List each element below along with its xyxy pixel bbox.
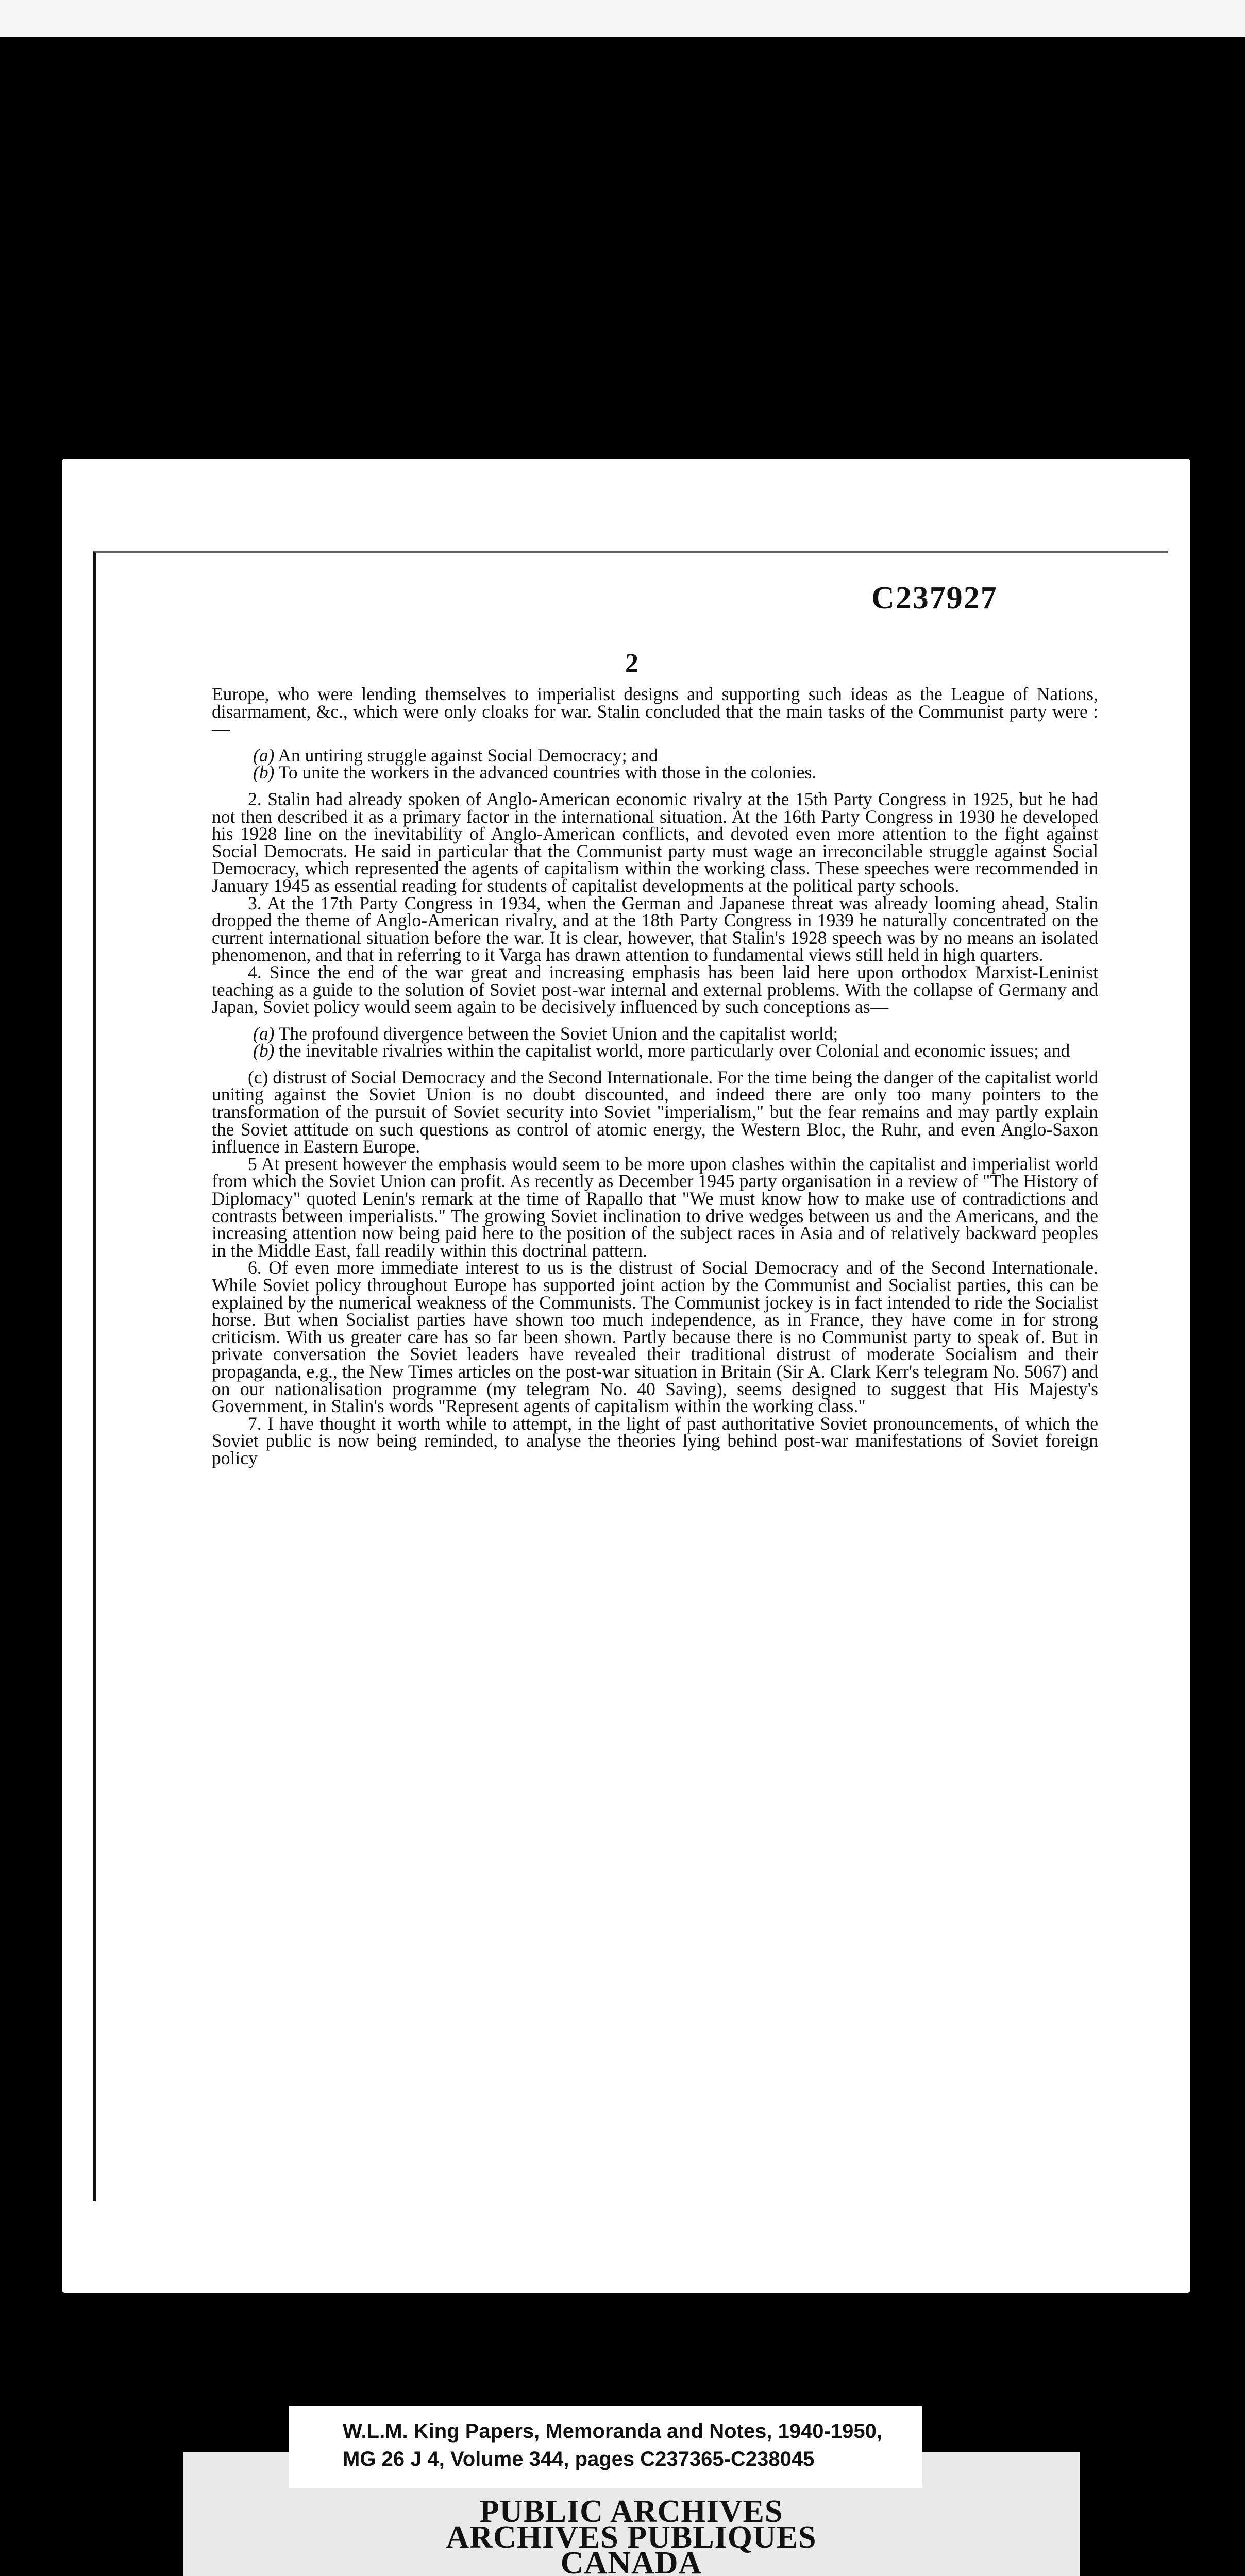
archive-caption <box>289 2406 922 2488</box>
list-item <box>212 764 1098 782</box>
list-marker: (a) <box>253 1023 275 1044</box>
body-paragraph: 4. Since the end of the war great and increasing emphasis has been laid here upon orthodox Marxist-Leninist teaching as a guide to the solution of Soviet post-war internal and external problems. With the collapse of Germany and Japan, Soviet policy would seem again to be decisively influenced by such conceptions as— <box>212 961 1098 1018</box>
list-item-text: The profound divergence between the Soviet Union and the capitalist world; <box>278 1023 838 1044</box>
body-paragraph: 5 At present however the emphasis would seem to be more upon clashes within the capitalist and imperialist world from which the Soviet Union can profit. As recently as December 1945 party organisation in a review of "The History of Diplomacy" quoted Lenin's remark at the time of Rapallo that "We must know how to make use of contradictions and contrasts between imperialists." The growing Soviet inclination to drive wedges between us and the Americans, and the increasing attention now being paid here to the position of the subject races in Asia and of relatively backward peoples in the Middle East, fall readily within this doctrinal pattern. <box>212 1153 1098 1261</box>
list-item <box>212 1025 1098 1043</box>
list-item-text: the inevitable rivalries within the capitalist world, more particularly over Colonial and economic issues; and <box>279 1040 1070 1061</box>
reference-number: C237927 <box>871 581 998 616</box>
body-paragraph: 3. At the 17th Party Congress in 1934, when the German and Japanese threat was already looming ahead, Stalin dropped the theme of Anglo-American rivalry, and at the 18th Party Congress in 1939 he naturally concentrated on the current international situation before the war. It is clear, however, that Stalin's 1928 speech was by no means an isolated phenomenon, and that in referring to it Varga has drawn attention to fundamental views still held in high quarters. <box>212 892 1098 965</box>
list-marker: (a) <box>253 744 275 766</box>
list-item <box>212 744 1098 766</box>
list-item-text: An untiring struggle against Social Democracy; and <box>278 744 658 766</box>
body-paragraph: 2. Stalin had already spoken of Anglo-American economic rivalry at the 15th Party Congress in 1925, but he had not then described it as a primary factor in the international situation. At the 16th Party Congress in 1930 he developed his 1928 line on the inevitability of Anglo-American conflicts, and devoted even more attention to the fight against Social Democrats. He said in particular that the Communist party must wage an irreconcilable struggle against Social Democracy, which represented the agents of capitalism within the working class. These speeches were recommended in January 1945 as essential reading for students of capitalist developments at the political party schools. <box>212 788 1098 896</box>
document-body <box>212 686 1098 1467</box>
stamp-line: CANADA <box>560 2546 702 2576</box>
stamp-line: ARCHIVES PUBLIQUES <box>446 2520 817 2555</box>
caption-line: W.L.M. King Papers, Memoranda and Notes, 1940-1950, <box>343 2420 882 2443</box>
caption-line: MG 26 J 4, Volume 344, pages C237365-C238045 <box>343 2448 815 2470</box>
scan-top-strip <box>0 0 1245 37</box>
list-item <box>212 1042 1098 1060</box>
document-page <box>93 551 1168 2201</box>
page-number: 2 <box>625 649 638 678</box>
body-paragraph: 7. I have thought it worth while to attempt, in the light of past authoritative Soviet pronouncements, of which the Soviet public is now being reminded, to analyse the theories lying behind post-war manifestations of Soviet foreign policy <box>212 1413 1098 1468</box>
list-marker: (b) <box>253 1040 275 1061</box>
stamp-line: PUBLIC ARCHIVES <box>479 2494 783 2529</box>
body-paragraph: (c) distrust of Social Democracy and the Second Internationale. For the time being the danger of the capitalist world uniting against the Soviet Union is no doubt discounted, and indeed there are only too many pointers to the transformation of the pursuit of Soviet security into Soviet "imperialism," but the fear remains and may partly explain the Soviet attitude on such questions as control of atomic energy, the Western Bloc, the Ruhr, and even Anglo-Saxon influence in Eastern Europe. <box>212 1066 1098 1157</box>
list-item-text: To unite the workers in the advanced countries with those in the colonies. <box>278 762 817 783</box>
list-marker: (b) <box>253 762 275 783</box>
body-paragraph: 6. Of even more immediate interest to us is the distrust of Social Democracy and of the Second Internationale. While Soviet policy throughout Europe has supported joint action by the Communist and Socialist parties, this can be explained by the numerical weakness of the Communists. The Communist jockey is in fact intended to ride the Socialist horse. But when Socialist parties have shown too much independence, as in France, they have come in for strong criticism. With us greater care has so far been shown. Partly because there is no Communist party to speak of. But in private conversation the Soviet leaders have revealed their traditional distrust of moderate Socialism and their propaganda, e.g., the New Times articles on the post-war situation in Britain (Sir A. Clark Kerr's telegram No. 5067) and on our nationalisation programme (my telegram No. 40 Saving), seems designed to suggest that His Majesty's Government, in Stalin's words "Represent agents of capitalism within the working class." <box>212 1257 1098 1417</box>
body-paragraph: Europe, who were lending themselves to imperialist designs and supporting such ideas as the League of Nations, disarmament, &c., which were only cloaks for war. Stalin concluded that the main tasks of the Communist party were :— <box>212 684 1098 739</box>
scanned-page-frame <box>62 459 1190 2293</box>
